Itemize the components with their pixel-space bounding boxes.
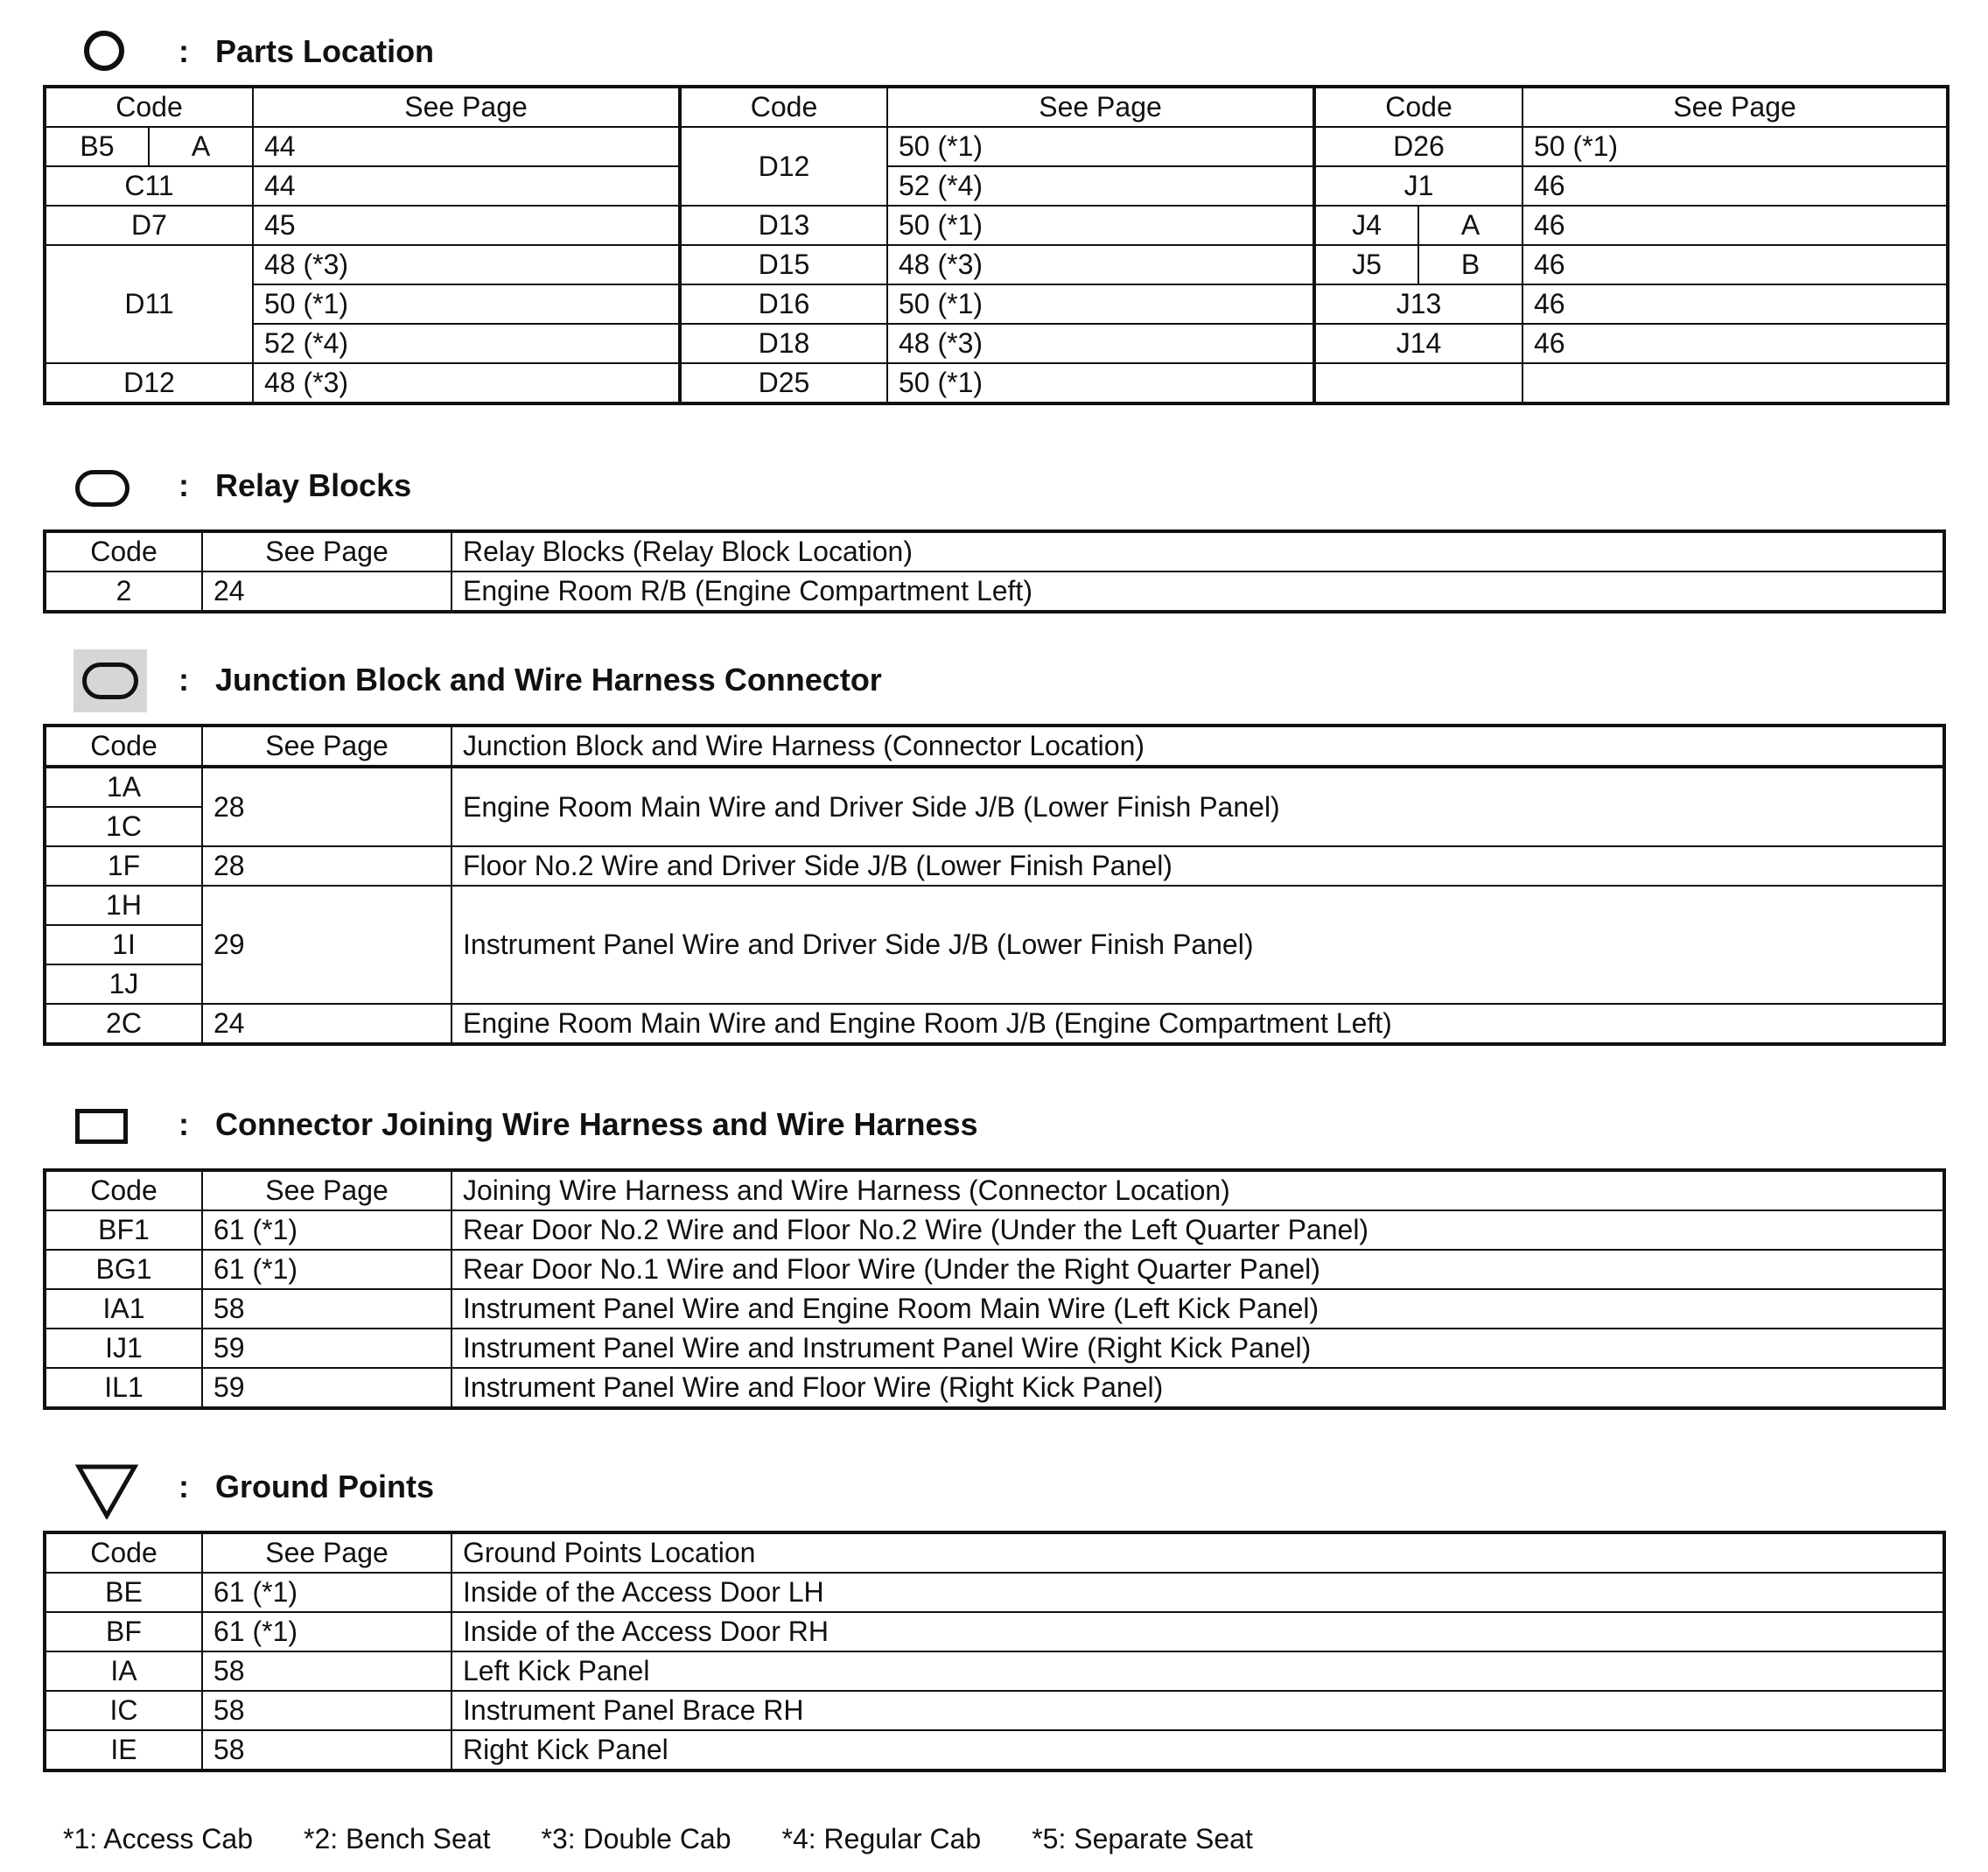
page-cell: 28 — [202, 846, 452, 886]
header-code: Code — [45, 531, 202, 571]
footnote: *2: Bench Seat — [304, 1823, 491, 1854]
header-see-page: See Page — [202, 531, 452, 571]
code-cell: D16 — [680, 284, 887, 324]
table-row — [45, 363, 1948, 403]
page-cell: 45 — [253, 206, 680, 245]
code-cell: D13 — [680, 206, 887, 245]
section-title: Junction Block and Wire Harness Connector — [215, 662, 882, 698]
table-row — [45, 1004, 1944, 1044]
shaded-oval-icon — [82, 663, 138, 699]
page-cell: 58 — [202, 1651, 452, 1691]
table-row — [45, 166, 1948, 206]
code-sub-cell: A — [149, 127, 253, 166]
rectangle-icon — [75, 1109, 128, 1144]
header-location: Ground Points Location — [452, 1532, 1944, 1573]
heading-colon: : — [178, 33, 189, 69]
relay-blocks-heading — [0, 452, 1988, 522]
code-cell: IL1 — [45, 1368, 202, 1408]
parts-location-heading — [0, 18, 1988, 88]
code-cell: BG1 — [45, 1250, 202, 1289]
relay-blocks-table — [43, 529, 1946, 613]
page-cell: 52 (*4) — [887, 166, 1314, 206]
location-cell: Engine Room Main Wire and Driver Side J/B (Lower Finish Panel) — [452, 767, 1944, 846]
location-cell: Instrument Panel Wire and Floor Wire (Right Kick Panel) — [452, 1368, 1944, 1408]
location-cell: Instrument Panel Wire and Instrument Panel Wire (Right Kick Panel) — [452, 1329, 1944, 1368]
page-cell: 52 (*4) — [253, 324, 680, 363]
page-cell: 46 — [1522, 206, 1948, 245]
location-cell: Instrument Panel Wire and Driver Side J/B (Lower Finish Panel) — [452, 886, 1944, 1004]
section-title: Ground Points — [215, 1469, 434, 1504]
table-row — [45, 571, 1944, 612]
location-cell: Engine Room Main Wire and Engine Room J/B (Engine Compartment Left) — [452, 1004, 1944, 1044]
page-cell: 50 (*1) — [1522, 127, 1948, 166]
code-cell: BE — [45, 1573, 202, 1612]
page-cell: 46 — [1522, 284, 1948, 324]
location-cell: Left Kick Panel — [452, 1651, 1944, 1691]
page-cell: 61 (*1) — [202, 1573, 452, 1612]
ground-points-table — [43, 1531, 1946, 1772]
header-code: Code — [680, 87, 887, 127]
page-cell: 61 (*1) — [202, 1250, 452, 1289]
footnote: *4: Regular Cab — [781, 1823, 982, 1854]
code-cell: J5 — [1314, 245, 1418, 284]
page-cell: 58 — [202, 1289, 452, 1329]
code-cell: D12 — [45, 363, 253, 403]
table-row — [45, 284, 1948, 324]
page-cell: 44 — [253, 127, 680, 166]
table-row — [45, 1573, 1944, 1612]
footnote: *1: Access Cab — [63, 1823, 253, 1854]
code-sub-cell: B — [1418, 245, 1522, 284]
table-header-row — [45, 87, 1948, 127]
page-cell: 28 — [202, 767, 452, 846]
header-location: Joining Wire Harness and Wire Harness (Connector Location) — [452, 1170, 1944, 1210]
page-cell: 46 — [1522, 245, 1948, 284]
code-cell: J13 — [1314, 284, 1522, 324]
header-code: Code — [1314, 87, 1522, 127]
page-cell: 59 — [202, 1368, 452, 1408]
location-cell: Inside of the Access Door LH — [452, 1573, 1944, 1612]
header-location: Relay Blocks (Relay Block Location) — [452, 531, 1944, 571]
code-cell: IA — [45, 1651, 202, 1691]
code-cell: 1A — [45, 767, 202, 807]
code-cell: IC — [45, 1691, 202, 1730]
code-cell: D18 — [680, 324, 887, 363]
code-cell: B5 — [45, 127, 149, 166]
header-code: Code — [45, 87, 253, 127]
page-cell: 48 (*3) — [887, 245, 1314, 284]
footnotes — [63, 1823, 1304, 1855]
code-cell: J4 — [1314, 206, 1418, 245]
location-cell: Instrument Panel Wire and Engine Room Main Wire (Left Kick Panel) — [452, 1289, 1944, 1329]
code-cell: 1H — [45, 886, 202, 925]
location-cell: Rear Door No.1 Wire and Floor Wire (Under the Right Quarter Panel) — [452, 1250, 1944, 1289]
footnote: *3: Double Cab — [541, 1823, 732, 1854]
header-code: Code — [45, 1532, 202, 1573]
table-row — [45, 1289, 1944, 1329]
page-cell: 50 (*1) — [887, 363, 1314, 403]
code-sub-cell: A — [1418, 206, 1522, 245]
page-cell: 59 — [202, 1329, 452, 1368]
heading-colon: : — [178, 1469, 189, 1504]
page-cell: 50 (*1) — [887, 284, 1314, 324]
table-row — [45, 1691, 1944, 1730]
empty-cell — [1522, 363, 1948, 403]
table-row — [45, 886, 1944, 925]
page-cell: 46 — [1522, 324, 1948, 363]
page-cell: 48 (*3) — [887, 324, 1314, 363]
header-see-page: See Page — [253, 87, 680, 127]
junction-block-table — [43, 724, 1946, 1046]
table-row — [45, 846, 1944, 886]
table-row — [45, 1730, 1944, 1770]
table-row — [45, 206, 1948, 245]
junction-block-heading — [0, 646, 1988, 716]
table-row — [45, 1250, 1944, 1289]
page-cell: 50 (*1) — [887, 206, 1314, 245]
page-cell: 24 — [202, 571, 452, 612]
header-see-page: See Page — [202, 1532, 452, 1573]
header-location: Junction Block and Wire Harness (Connector Location) — [452, 726, 1944, 767]
header-see-page: See Page — [1522, 87, 1948, 127]
parts-location-table — [43, 85, 1950, 405]
code-cell: D11 — [45, 245, 253, 363]
header-code: Code — [45, 726, 202, 767]
header-see-page: See Page — [202, 726, 452, 767]
code-cell: 1I — [45, 925, 202, 964]
table-header-row — [45, 531, 1944, 571]
table-row — [45, 127, 1948, 166]
code-cell: BF1 — [45, 1210, 202, 1250]
empty-cell — [1314, 363, 1522, 403]
page-cell: 61 (*1) — [202, 1210, 452, 1250]
heading-colon: : — [178, 662, 189, 698]
code-cell: 2C — [45, 1004, 202, 1044]
section-title: Connector Joining Wire Harness and Wire Harness — [215, 1106, 978, 1142]
heading-colon: : — [178, 1106, 189, 1142]
page-cell: 50 (*1) — [887, 127, 1314, 166]
location-cell: Right Kick Panel — [452, 1730, 1944, 1770]
code-cell: D7 — [45, 206, 253, 245]
code-cell: IE — [45, 1730, 202, 1770]
code-cell: D26 — [1314, 127, 1522, 166]
location-cell: Floor No.2 Wire and Driver Side J/B (Lower Finish Panel) — [452, 846, 1944, 886]
table-header-row — [45, 1170, 1944, 1210]
table-row — [45, 324, 1948, 363]
code-cell: BF — [45, 1612, 202, 1651]
code-cell: 1C — [45, 807, 202, 846]
page-cell: 50 (*1) — [253, 284, 680, 324]
code-cell: 1J — [45, 964, 202, 1004]
table-header-row — [45, 1532, 1944, 1573]
triangle-down-icon — [75, 1463, 138, 1519]
page-cell: 46 — [1522, 166, 1948, 206]
code-cell: 2 — [45, 571, 202, 612]
location-cell: Instrument Panel Brace RH — [452, 1691, 1944, 1730]
location-cell: Rear Door No.2 Wire and Floor No.2 Wire (Under the Left Quarter Panel) — [452, 1210, 1944, 1250]
circle-icon — [84, 31, 124, 71]
code-cell: 1F — [45, 846, 202, 886]
footnote: *5: Separate Seat — [1032, 1823, 1253, 1854]
page-cell: 44 — [253, 166, 680, 206]
section-title: Relay Blocks — [215, 467, 412, 503]
page-cell: 24 — [202, 1004, 452, 1044]
page-cell: 48 (*3) — [253, 245, 680, 284]
connector-joining-heading — [0, 1090, 1988, 1160]
location-cell: Engine Room R/B (Engine Compartment Left) — [452, 571, 1944, 612]
code-cell: D12 — [680, 127, 887, 206]
page-cell: 48 (*3) — [253, 363, 680, 403]
oval-icon — [75, 470, 130, 507]
header-code: Code — [45, 1170, 202, 1210]
page-cell: 58 — [202, 1730, 452, 1770]
table-row — [45, 245, 1948, 284]
table-header-row — [45, 726, 1944, 767]
header-see-page: See Page — [887, 87, 1314, 127]
section-title: Parts Location — [215, 33, 435, 69]
code-cell: C11 — [45, 166, 253, 206]
table-row — [45, 1329, 1944, 1368]
table-row — [45, 1612, 1944, 1651]
code-cell: J14 — [1314, 324, 1522, 363]
code-cell: J1 — [1314, 166, 1522, 206]
code-cell: D25 — [680, 363, 887, 403]
page-cell: 61 (*1) — [202, 1612, 452, 1651]
code-cell: IA1 — [45, 1289, 202, 1329]
page-cell: 58 — [202, 1691, 452, 1730]
code-cell: IJ1 — [45, 1329, 202, 1368]
table-row — [45, 1651, 1944, 1691]
table-row — [45, 1210, 1944, 1250]
table-row — [45, 767, 1944, 807]
header-see-page: See Page — [202, 1170, 452, 1210]
connector-joining-table — [43, 1168, 1946, 1410]
code-cell: D15 — [680, 245, 887, 284]
page-cell: 29 — [202, 886, 452, 1004]
location-cell: Inside of the Access Door RH — [452, 1612, 1944, 1651]
ground-points-heading — [0, 1453, 1988, 1523]
table-row — [45, 1368, 1944, 1408]
heading-colon: : — [178, 467, 189, 503]
